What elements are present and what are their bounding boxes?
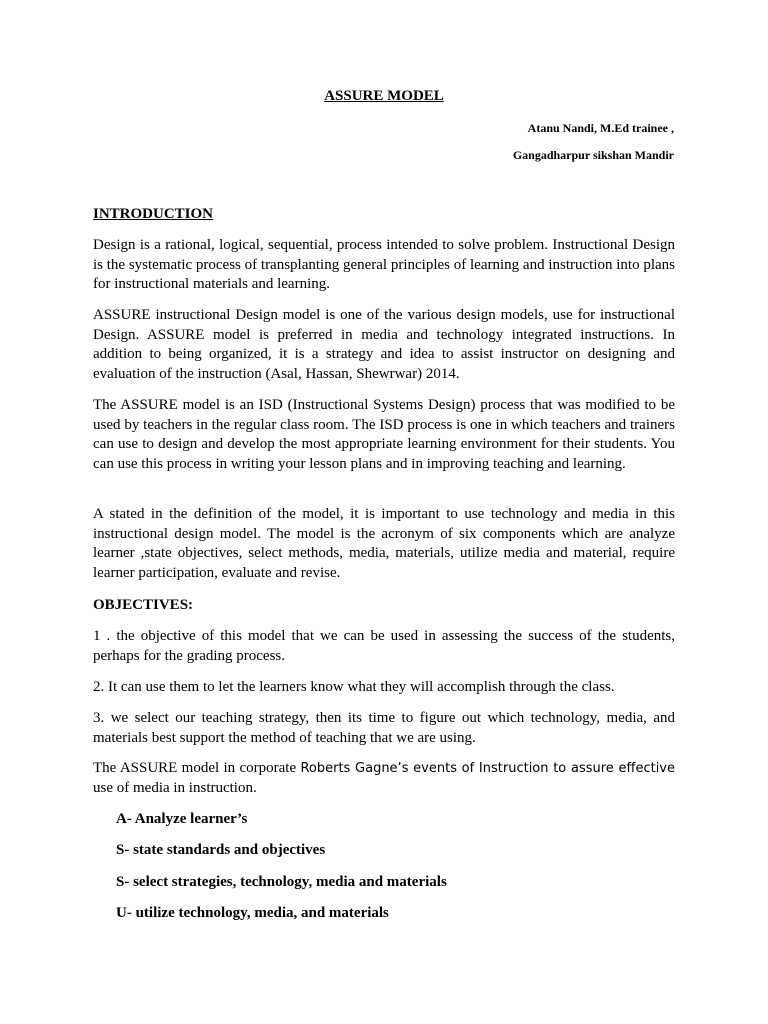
author-institution: Gangadharpur sikshan Mandir <box>512 148 674 162</box>
gagne-paragraph <box>93 759 675 798</box>
assure-item-select: S- select strategies, technology, media and materials <box>116 874 447 890</box>
intro-paragraph-4: A stated in the definition of the model, it is important to use technology and media in this instructional design model. The model is the acronym of six components which are analyze learner ,state objectives, select methods, media, materials, utilize media and material, require learner participation, evaluate and revise. <box>93 506 675 581</box>
objective-item-1: 1 . the objective of this model that we can be used in assessing the success of the students, perhaps for the grading process. <box>93 628 675 664</box>
assure-item-analyze: A- Analyze learner’s <box>116 811 248 827</box>
gagne-text-end: use of media in instruction. <box>93 779 257 796</box>
objective-item-3: 3. we select our teaching strategy, then its time to figure out which technology, media, and materials best support the method of teaching that we are using. <box>93 710 675 746</box>
gagne-text-highlight: Roberts Gagne’s events of Instruction to assure effective <box>300 761 675 776</box>
introduction-heading: INTRODUCTION <box>93 206 214 222</box>
objective-item-2: 2. It can use them to let the learners know what they will accomplish through the class. <box>93 679 615 695</box>
objectives-heading: OBJECTIVES: <box>93 597 194 613</box>
document-title: ASSURE MODEL <box>324 88 444 104</box>
intro-paragraph-2: ASSURE instructional Design model is one of the various design models, use for instructional Design. ASSURE model is preferred in media and technology integrated instructions. In addition to being organized, it is a strategy and idea to assist instructor on designing and evaluation of the instruction (Asal, Hassan, Shewrwar) 2014. <box>93 307 675 382</box>
author-name: Atanu Nandi, M.Ed trainee , <box>527 121 674 135</box>
intro-paragraph-1: Design is a rational, logical, sequential, process intended to solve problem. Instructional Design is the systematic process of transplanting general principles of learning and instruction into plans for instructional materials and learning. <box>93 237 675 293</box>
intro-paragraph-3: The ASSURE model is an ISD (Instructional Systems Design) process that was modified to be used by teachers in the regular class room. The ISD process is one in which teachers and trainers can use to design and develop the most appropriate learning environment for their students. You can use this process in writing your lesson plans and in improving teaching and learning. <box>93 397 675 472</box>
gagne-text-start: The ASSURE model in corporate <box>93 760 301 776</box>
assure-item-utilize: U- utilize technology, media, and materials <box>116 905 389 921</box>
assure-item-state: S- state standards and objectives <box>116 842 326 858</box>
